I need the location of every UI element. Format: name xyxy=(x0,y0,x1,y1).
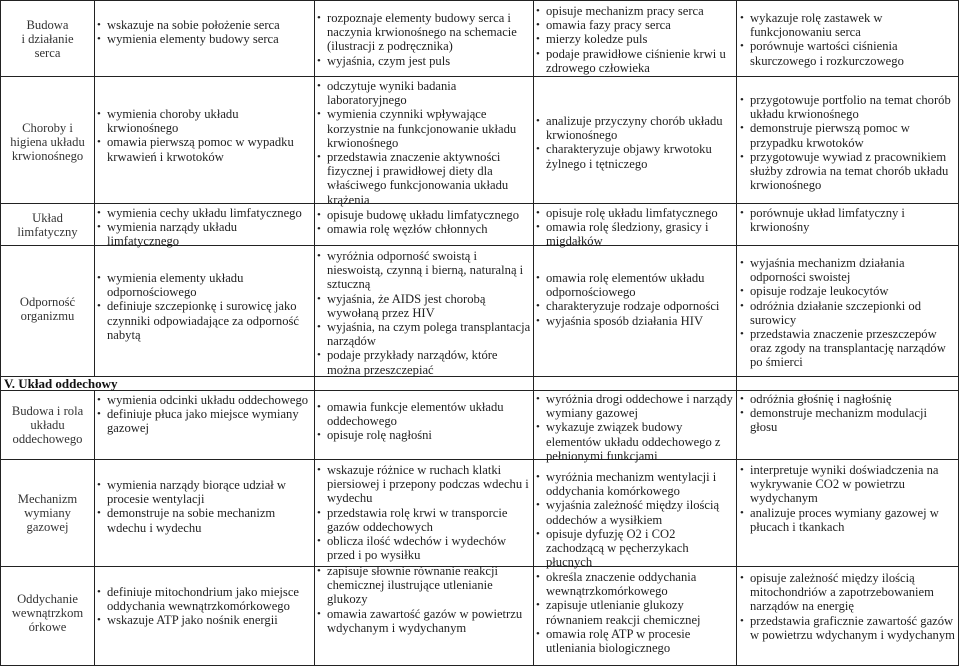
requirements-excellent xyxy=(740,392,956,435)
list-item: • zapisuje utlenianie glukozy równaniem reakcji chemicznej xyxy=(536,598,734,626)
list-item: • wykazuje związek budowy elementów układu oddechowego z pełnionymi funkcjami xyxy=(536,420,734,463)
list-item: • opisuje zależność między ilością mitochondriów a zapotrzebowaniem narządów na energię xyxy=(740,571,956,614)
list-item: • podaje przykłady narządów, które można przeszczepiać xyxy=(317,348,531,376)
requirements-basic xyxy=(97,478,312,535)
list-item: • wyjaśnia, czym jest puls xyxy=(317,54,531,68)
requirements-extended xyxy=(317,208,531,236)
list-item: • wyjaśnia sposób działania HIV xyxy=(536,314,734,328)
list-item: • opisuje rolę układu limfatycznego xyxy=(536,206,734,220)
topic-line: Budowa xyxy=(26,18,69,32)
topic-line: Układ xyxy=(32,211,63,225)
requirements-basic xyxy=(97,18,312,46)
row-topic xyxy=(1,492,94,535)
list-item: • opisuje rolę nagłośni xyxy=(317,428,531,442)
grid-line xyxy=(94,390,95,666)
list-item: • wskazuje różnice w ruchach klatki piersiowej i przepony podczas wdechu i wydechu xyxy=(317,463,531,506)
requirements-extended xyxy=(317,11,531,68)
requirements-excellent xyxy=(740,463,956,534)
list-item: • wyróżnia mechanizm wentylacji i oddychania komórkowego xyxy=(536,470,734,498)
list-item: • odróżnia głośnię i nagłośnię xyxy=(740,392,956,406)
list-item: • porównuje układ limfatyczny i krwionośny xyxy=(740,206,956,234)
requirements-advanced xyxy=(536,114,734,171)
list-item: • wymienia cechy układu limfatycznego xyxy=(97,206,312,220)
row-topic xyxy=(1,295,94,323)
list-item: • demonstruje mechanizm modulacji głosu xyxy=(740,406,956,434)
list-item: • wymienia elementy budowy serca xyxy=(97,32,312,46)
list-item: • interpretuje wyniki doświadczenia na wykrywanie CO2 w powietrzu wydychanym xyxy=(740,463,956,506)
list-item: • demonstruje na sobie mechanizm wdechu i wydechu xyxy=(97,506,312,534)
topic-line: i działanie xyxy=(21,32,74,47)
grid-line xyxy=(0,0,959,1)
row-topic xyxy=(1,121,94,164)
list-item: • wymienia choroby układu krwionośnego xyxy=(97,107,312,135)
list-item: • demonstruje pierwszą pomoc w przypadku krwotoków xyxy=(740,121,956,149)
requirements-basic xyxy=(97,585,312,628)
requirements-excellent xyxy=(740,11,956,68)
list-item: • omawia rolę elementów układu odpornościowego xyxy=(536,271,734,299)
list-item: • wyjaśnia mechanizm działania odporności swoistej xyxy=(740,256,956,284)
list-item: • analizuje proces wymiany gazowej w płucach i tkankach xyxy=(740,506,956,534)
requirements-excellent xyxy=(740,93,956,192)
topic-line: Budowa i rola xyxy=(11,404,84,418)
list-item: • omawia pierwszą pomoc w wypadku krwawień i krwotoków xyxy=(97,135,312,163)
list-item: • omawia rolę ATP w procesie utleniania biologicznego xyxy=(536,627,734,655)
list-item: • omawia rolę śledziony, grasicy i migdałków xyxy=(536,220,734,248)
list-item: • porównuje wartości ciśnienia skurczowego i rozkurczowego xyxy=(740,39,956,67)
row-topic xyxy=(1,18,94,61)
requirements-excellent xyxy=(740,571,956,642)
list-item: • wyjaśnia zależność między ilością oddechów a wysiłkiem xyxy=(536,498,734,526)
requirements-excellent xyxy=(740,256,956,370)
list-item: • mierzy koledze puls xyxy=(536,32,734,46)
list-item: • wskazuje na sobie położenie serca xyxy=(97,18,312,32)
requirements-basic xyxy=(97,107,312,164)
grid-line xyxy=(0,459,959,460)
list-item: • wymienia odcinki układu oddechowego xyxy=(97,393,312,407)
topic-line: wymiany xyxy=(24,506,71,521)
list-item: • rozpoznaje elementy budowy serca i naczynia krwionośnego na schemacie (ilustracji z podręcznika) xyxy=(317,11,531,54)
requirements-excellent xyxy=(740,206,956,234)
requirements-advanced xyxy=(536,206,734,249)
requirements-advanced xyxy=(536,271,734,328)
list-item: • definiuje mitochondrium jako miejsce oddychania wewnątrzkomórkowego xyxy=(97,585,312,613)
list-item: • definiuje płuca jako miejsce wymiany gazowej xyxy=(97,407,312,435)
topic-line: wewnątrzkom xyxy=(11,606,84,621)
row-topic xyxy=(1,592,94,635)
list-item: • omawia funkcje elementów układu oddechowego xyxy=(317,400,531,428)
grid-line xyxy=(94,390,959,391)
requirements-advanced xyxy=(536,570,734,655)
list-item: • charakteryzuje rodzaje odporności xyxy=(536,299,734,313)
list-item: • omawia fazy pracy serca xyxy=(536,18,734,32)
list-item: • przedstawia rolę krwi w transporcie gazów oddechowych xyxy=(317,506,531,534)
list-item: • wskazuje ATP jako nośnik energii xyxy=(97,613,312,627)
row-topic xyxy=(1,404,94,447)
requirements-advanced xyxy=(536,4,734,75)
list-item: • charakteryzuje objawy krwotoku żylnego i tętniczego xyxy=(536,142,734,170)
list-item: • wykazuje rolę zastawek w funkcjonowaniu serca xyxy=(740,11,956,39)
row-topic xyxy=(1,211,94,239)
list-item: • odróżnia działanie szczepionki od surowicy xyxy=(740,299,956,327)
list-item: • przygotowuje wywiad z pracownikiem służby zdrowia na temat chorób układu krwionośnego xyxy=(740,150,956,193)
list-item: • zapisuje słownie równanie reakcji chemicznej ilustrujące utlenianie glukozy xyxy=(317,564,531,607)
list-item: • wymienia czynniki wpływające korzystnie na funkcjonowanie układu krwionośnego xyxy=(317,107,531,150)
list-item: • opisuje dyfuzję O2 i CO2 zachodzącą w pęcherzykach płucnych xyxy=(536,527,734,570)
grid-line xyxy=(94,0,95,376)
list-item: • wyjaśnia, na czym polega transplantacja narządów xyxy=(317,320,531,348)
list-item: • oblicza ilość wdechów i wydechów przed i po wysiłku xyxy=(317,534,531,562)
list-item: • omawia rolę węzłów chłonnych xyxy=(317,222,531,236)
list-item: • przedstawia graficznie zawartość gazów w powietrzu wdychanym i wydychanym xyxy=(740,614,956,642)
topic-line: órkowe xyxy=(28,620,67,635)
list-item: • przedstawia znaczenie przeszczepów oraz zgody na transplantację narządów po śmierci xyxy=(740,327,956,370)
topic-line: higiena układu xyxy=(10,135,85,150)
grid-line xyxy=(0,76,959,77)
list-item: • wyjaśnia, że AIDS jest chorobą wywołaną przez HIV xyxy=(317,292,531,320)
list-item: • podaje prawidłowe ciśnienie krwi u zdrowego człowieka xyxy=(536,47,734,75)
topic-line: Odporność xyxy=(19,295,76,309)
topic-line: limfatyczny xyxy=(17,225,78,240)
topic-line: serca xyxy=(34,46,61,61)
list-item: • wymienia narządy układu limfatycznego xyxy=(97,220,312,248)
list-item: • odczytuje wyniki badania laboratoryjnego xyxy=(317,79,531,107)
topic-line: organizmu xyxy=(20,309,75,324)
requirements-advanced xyxy=(536,392,734,463)
list-item: • opisuje budowę układu limfatycznego xyxy=(317,208,531,222)
requirements-basic xyxy=(97,206,312,249)
requirements-extended xyxy=(317,249,531,377)
topic-line: krwionośnego xyxy=(11,149,84,164)
list-item: • opisuje mechanizm pracy serca xyxy=(536,4,734,18)
requirements-extended xyxy=(317,79,531,207)
list-item: • wymienia elementy układu odpornościowego xyxy=(97,271,312,299)
list-item: • omawia zawartość gazów w powietrzu wdychanym i wydychanym xyxy=(317,607,531,635)
requirements-basic xyxy=(97,271,312,342)
list-item: • definiuje szczepionkę i surowicę jako czynniki odpowiadające za odporność nabytą xyxy=(97,299,312,342)
topic-line: oddechowego xyxy=(12,432,83,447)
list-item: • wymienia narządy biorące udział w procesie wentylacji xyxy=(97,478,312,506)
requirements-advanced xyxy=(536,470,734,569)
requirements-extended xyxy=(317,564,531,635)
topic-line: gazowej xyxy=(26,520,69,535)
topic-line: układu xyxy=(30,418,65,433)
requirements-extended xyxy=(317,463,531,562)
list-item: • opisuje rodzaje leukocytów xyxy=(740,284,956,298)
list-item: • przedstawia znaczenie aktywności fizycznej i prawidłowej diety dla właściwego funkcjonowania układu krążenia xyxy=(317,150,531,207)
topic-line: Choroby i xyxy=(22,121,73,135)
list-item: • wyróżnia odporność swoistą i nieswoistą, czynną i bierną, naturalną i sztuczną xyxy=(317,249,531,292)
list-item: • analizuje przyczyny chorób układu krwionośnego xyxy=(536,114,734,142)
requirements-basic xyxy=(97,393,312,436)
list-item: • wyróżnia drogi oddechowe i narządy wymiany gazowej xyxy=(536,392,734,420)
list-item: • określa znaczenie oddychania wewnątrzkomórkowego xyxy=(536,570,734,598)
requirements-extended xyxy=(317,400,531,443)
topic-line: Mechanizm xyxy=(17,492,78,506)
section-title: V. Układ oddechowy xyxy=(4,376,118,391)
topic-line: Oddychanie xyxy=(17,592,78,606)
list-item: • przygotowuje portfolio na temat chorób układu krwionośnego xyxy=(740,93,956,121)
